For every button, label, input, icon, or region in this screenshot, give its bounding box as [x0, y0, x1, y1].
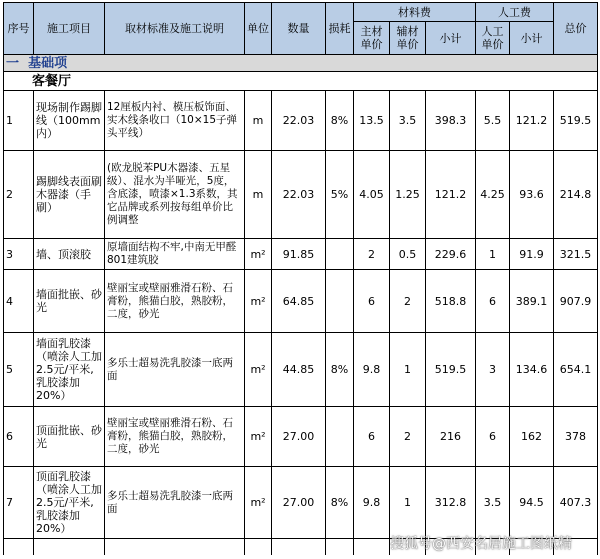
col-labor-price: 人工单价 — [476, 22, 510, 55]
row-aux: 2 — [390, 270, 426, 333]
header-row-1 — [4, 3, 598, 22]
row-total: 407.3 — [554, 467, 598, 539]
row-qty: 44.85 — [272, 333, 326, 407]
row-no: 7 — [4, 467, 34, 539]
row-total: 321.5 — [554, 239, 598, 270]
watermark: 搜狐号@西安名居施工图纸精 — [390, 536, 572, 552]
category-row — [4, 55, 598, 72]
row-item: 墙、顶滚胶 — [34, 239, 105, 270]
col-labor-subtotal: 小计 — [510, 22, 554, 55]
table-row — [4, 333, 598, 407]
row-main: 13.5 — [354, 91, 390, 151]
row-unit: m² — [245, 333, 272, 407]
col-mat-subtotal: 小计 — [426, 22, 476, 55]
row-labor-sub: 94.5 — [510, 467, 554, 539]
row-qty: 64.85 — [272, 270, 326, 333]
category-no: 一 — [6, 55, 20, 71]
row-aux: 1 — [390, 333, 426, 407]
col-desc: 取材标准及施工说明 — [105, 3, 245, 55]
col-total: 总价 — [554, 3, 598, 55]
row-qty: 27.00 — [272, 407, 326, 467]
row-labor: 6 — [476, 407, 510, 467]
row-no: 5 — [4, 333, 34, 407]
col-qty: 数量 — [272, 3, 326, 55]
row-labor-sub: 91.9 — [510, 239, 554, 270]
row-unit: m² — [245, 239, 272, 270]
row-no: 2 — [4, 151, 34, 239]
col-unit: 单位 — [245, 3, 272, 55]
row-unit: m — [245, 151, 272, 239]
row-total: 654.1 — [554, 333, 598, 407]
col-loss: 损耗 — [326, 3, 354, 55]
row-qty: 27.00 — [272, 467, 326, 539]
row-qty: 22.03 — [272, 91, 326, 151]
row-no: 6 — [4, 407, 34, 467]
col-aux-price: 辅材单价 — [390, 22, 426, 55]
row-labor-sub: 389.1 — [510, 270, 554, 333]
row-mat-sub: 518.8 — [426, 270, 476, 333]
table-row — [4, 239, 598, 270]
row-labor: 5.5 — [476, 91, 510, 151]
row-main: 9.8 — [354, 333, 390, 407]
row-no: 4 — [4, 270, 34, 333]
row-labor: 6 — [476, 270, 510, 333]
row-loss — [326, 239, 354, 270]
row-total: 378 — [554, 407, 598, 467]
row-mat-sub: 312.8 — [426, 467, 476, 539]
row-labor-sub: 121.2 — [510, 91, 554, 151]
quote-table — [3, 2, 598, 555]
row-main: 6 — [354, 407, 390, 467]
row-no: 1 — [4, 91, 34, 151]
row-desc: 壁丽宝或壁丽雅滑石粉、石膏粉，熊猫白胶，熟胶粉，二度，砂光 — [105, 407, 245, 467]
row-total: 214.8 — [554, 151, 598, 239]
row-labor: 4.25 — [476, 151, 510, 239]
row-item: 顶面乳胶漆（喷涂人工加2.5元/平米,乳胶漆加20%） — [34, 467, 105, 539]
room-title: 客餐厅 — [4, 72, 598, 91]
row-loss: 8% — [326, 333, 354, 407]
row-unit: m² — [245, 270, 272, 333]
row-main: 2 — [354, 239, 390, 270]
room-row — [4, 72, 598, 91]
table-row — [4, 467, 598, 539]
row-loss: 5% — [326, 151, 354, 239]
row-item: 现场制作踢脚线（100mm内） — [34, 91, 105, 151]
row-desc: 原墙面结构不牢,中南无甲醛801建筑胶 — [105, 239, 245, 270]
row-item: 墙面批嵌、砂光 — [34, 270, 105, 333]
row-loss: 8% — [326, 467, 354, 539]
row-labor-sub: 134.6 — [510, 333, 554, 407]
row-desc: 壁丽宝或壁丽雅滑石粉、石膏粉，熊猫白胶，熟胶粉，二度，砂光 — [105, 270, 245, 333]
row-loss — [326, 270, 354, 333]
row-main: 4.05 — [354, 151, 390, 239]
row-desc: 多乐士超易洗乳胶漆一底两面 — [105, 333, 245, 407]
row-main: 9.8 — [354, 467, 390, 539]
category-label: 基础项 — [28, 55, 68, 71]
table-row — [4, 407, 598, 467]
row-unit: m² — [245, 407, 272, 467]
row-desc: (欧龙脱苯PU木器漆、五星级）、混水为半哑光，5度，含底漆，喷漆×1.3系数，其它品牌或系列按每组单价比例调整 — [105, 151, 245, 239]
row-item: 踢脚线表面刷木器漆（手刷） — [34, 151, 105, 239]
row-labor: 1 — [476, 239, 510, 270]
col-seq: 序号 — [4, 3, 34, 55]
row-labor: 3.5 — [476, 467, 510, 539]
row-total: 519.5 — [554, 91, 598, 151]
col-material: 材料费 — [354, 3, 476, 22]
row-qty: 22.03 — [272, 151, 326, 239]
col-labor: 人工费 — [476, 3, 554, 22]
row-main: 6 — [354, 270, 390, 333]
row-mat-sub: 398.3 — [426, 91, 476, 151]
row-aux: 3.5 — [390, 91, 426, 151]
category-title — [4, 55, 598, 72]
row-labor-sub: 93.6 — [510, 151, 554, 239]
row-item: 顶面批嵌、砂光 — [34, 407, 105, 467]
col-main-price: 主材单价 — [354, 22, 390, 55]
row-no: 3 — [4, 239, 34, 270]
row-mat-sub: 216 — [426, 407, 476, 467]
row-aux: 0.5 — [390, 239, 426, 270]
row-mat-sub: 229.6 — [426, 239, 476, 270]
row-mat-sub: 121.2 — [426, 151, 476, 239]
row-loss: 8% — [326, 91, 354, 151]
col-item: 施工项目 — [34, 3, 105, 55]
row-qty: 91.85 — [272, 239, 326, 270]
row-desc: 多乐士超易洗乳胶漆一底两面 — [105, 467, 245, 539]
table-row — [4, 91, 598, 151]
row-aux: 2 — [390, 407, 426, 467]
row-aux: 1 — [390, 467, 426, 539]
row-labor-sub: 162 — [510, 407, 554, 467]
row-labor: 3 — [476, 333, 510, 407]
row-mat-sub: 519.5 — [426, 333, 476, 407]
row-unit: m² — [245, 467, 272, 539]
table-row — [4, 270, 598, 333]
row-unit: m — [245, 91, 272, 151]
table-row — [4, 151, 598, 239]
row-loss — [326, 407, 354, 467]
row-aux: 1.25 — [390, 151, 426, 239]
row-total: 907.9 — [554, 270, 598, 333]
row-desc: 12厘板内衬、模压板饰面、实木线条收口（10×15子弹头平线） — [105, 91, 245, 151]
row-item: 墙面乳胶漆（喷涂人工加2.5元/平米,乳胶漆加20%） — [34, 333, 105, 407]
